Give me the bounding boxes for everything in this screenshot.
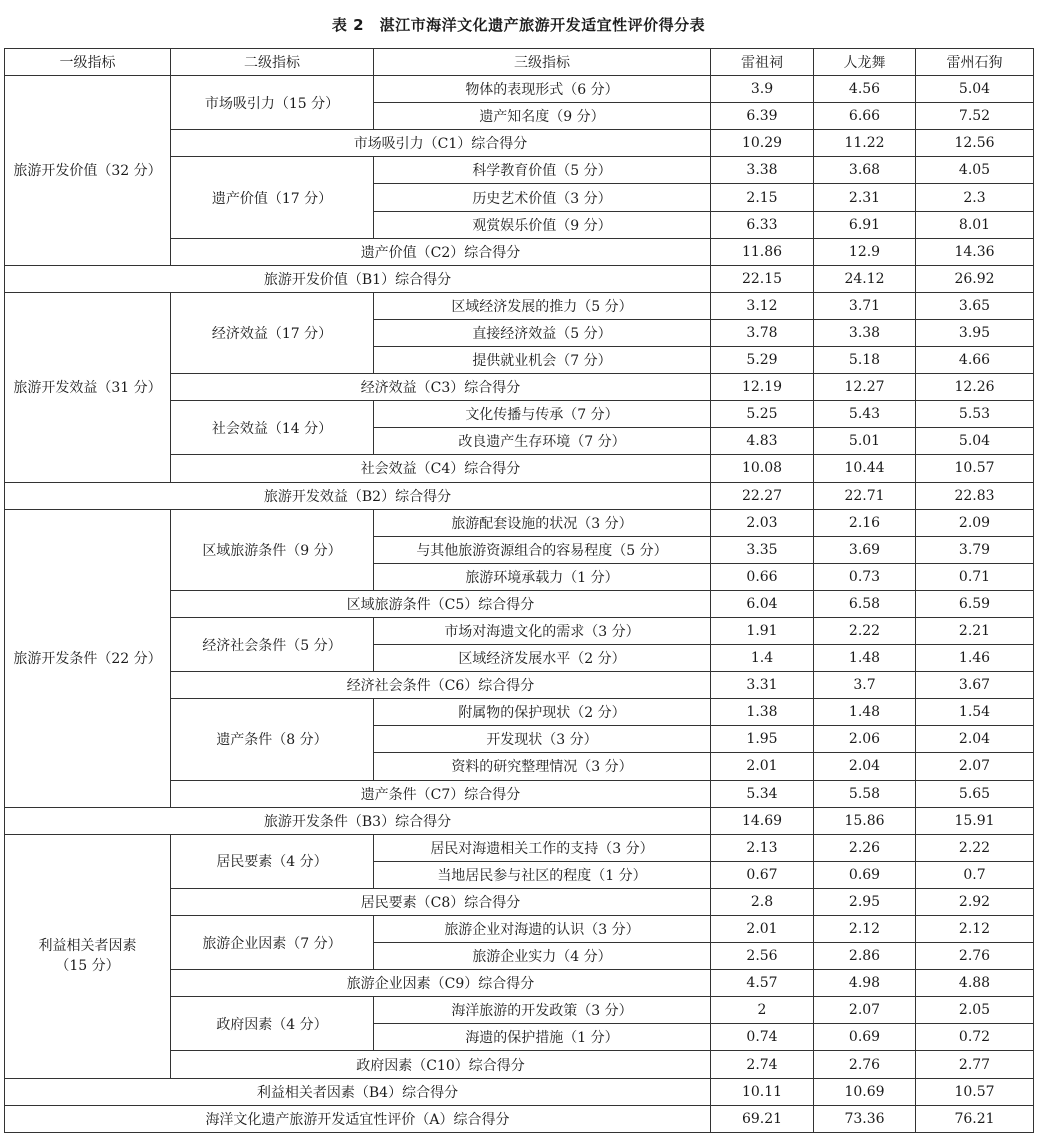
- score-cell: 11.22: [814, 130, 916, 157]
- score-cell: 10.57: [916, 1078, 1034, 1105]
- score-cell: 2.22: [916, 834, 1034, 861]
- score-cell: 76.21: [916, 1105, 1034, 1132]
- subtotal-label: 居民要素（C8）综合得分: [171, 888, 711, 915]
- score-cell: 5.18: [814, 347, 916, 374]
- level1-cell: 旅游开发效益（31 分）: [5, 292, 171, 482]
- subtotal-label: 政府因素（C10）综合得分: [171, 1051, 711, 1078]
- level3-cell: 直接经济效益（5 分）: [374, 319, 711, 346]
- score-cell: 10.29: [711, 130, 814, 157]
- level3-cell: 市场对海遗文化的需求（3 分）: [374, 617, 711, 644]
- score-cell: 2.76: [916, 943, 1034, 970]
- score-cell: 2.03: [711, 509, 814, 536]
- score-cell: 5.58: [814, 780, 916, 807]
- score-cell: 22.83: [916, 482, 1034, 509]
- level1-cell: 旅游开发条件（22 分）: [5, 509, 171, 807]
- grand-total-row: [5, 1105, 1034, 1132]
- score-cell: 8.01: [916, 211, 1034, 238]
- score-cell: 0.74: [711, 1024, 814, 1051]
- table-row: [5, 76, 1034, 103]
- score-cell: 2.56: [711, 943, 814, 970]
- score-cell: 10.44: [814, 455, 916, 482]
- score-cell: 6.04: [711, 590, 814, 617]
- score-cell: 2.07: [916, 753, 1034, 780]
- level2-cell: 经济社会条件（5 分）: [171, 617, 374, 671]
- score-cell: 3.79: [916, 536, 1034, 563]
- score-cell: 22.71: [814, 482, 916, 509]
- level3-cell: 旅游企业实力（4 分）: [374, 943, 711, 970]
- level3-cell: 附属物的保护现状（2 分）: [374, 699, 711, 726]
- score-cell: 24.12: [814, 265, 916, 292]
- level3-cell: 与其他旅游资源组合的容易程度（5 分）: [374, 536, 711, 563]
- score-cell: 2.74: [711, 1051, 814, 1078]
- level2-cell: 遗产条件（8 分）: [171, 699, 374, 780]
- score-cell: 69.21: [711, 1105, 814, 1132]
- subtotal-label: 旅游企业因素（C9）综合得分: [171, 970, 711, 997]
- score-cell: 2.31: [814, 184, 916, 211]
- group-total-label: 旅游开发价值（B1）综合得分: [5, 265, 711, 292]
- level3-cell: 改良遗产生存环境（7 分）: [374, 428, 711, 455]
- level3-cell: 海洋旅游的开发政策（3 分）: [374, 997, 711, 1024]
- score-cell: 2.3: [916, 184, 1034, 211]
- score-cell: 2.01: [711, 916, 814, 943]
- score-cell: 6.66: [814, 103, 916, 130]
- score-cell: 3.38: [814, 319, 916, 346]
- score-cell: 3.65: [916, 292, 1034, 319]
- score-cell: 10.08: [711, 455, 814, 482]
- score-cell: 15.86: [814, 807, 916, 834]
- level1-label-line: （15 分）: [55, 958, 120, 975]
- score-cell: 3.95: [916, 319, 1034, 346]
- score-cell: 6.58: [814, 590, 916, 617]
- score-cell: 10.69: [814, 1078, 916, 1105]
- score-cell: 3.12: [711, 292, 814, 319]
- score-cell: 12.56: [916, 130, 1034, 157]
- table-title: 表 2 湛江市海洋文化遗产旅游开发适宜性评价得分表: [331, 16, 706, 34]
- score-cell: 3.31: [711, 672, 814, 699]
- score-cell: 3.68: [814, 157, 916, 184]
- score-cell: 3.38: [711, 157, 814, 184]
- score-cell: 5.01: [814, 428, 916, 455]
- score-cell: 0.69: [814, 861, 916, 888]
- score-cell: 2.04: [916, 726, 1034, 753]
- score-cell: 5.25: [711, 401, 814, 428]
- score-cell: 5.43: [814, 401, 916, 428]
- score-cell: 6.59: [916, 590, 1034, 617]
- score-cell: 5.53: [916, 401, 1034, 428]
- score-cell: 0.71: [916, 563, 1034, 590]
- score-cell: 2.07: [814, 997, 916, 1024]
- score-cell: 14.36: [916, 238, 1034, 265]
- score-cell: 0.73: [814, 563, 916, 590]
- score-cell: 4.98: [814, 970, 916, 997]
- score-cell: 4.05: [916, 157, 1034, 184]
- score-cell: 1.95: [711, 726, 814, 753]
- score-cell: 4.88: [916, 970, 1034, 997]
- table-row: [5, 834, 1034, 861]
- score-cell: 6.33: [711, 211, 814, 238]
- score-cell: 1.38: [711, 699, 814, 726]
- score-cell: 5.65: [916, 780, 1034, 807]
- score-cell: 2.05: [916, 997, 1034, 1024]
- score-cell: 0.69: [814, 1024, 916, 1051]
- score-cell: 12.27: [814, 374, 916, 401]
- level1-cell: 旅游开发价值（32 分）: [5, 76, 171, 266]
- score-cell: 11.86: [711, 238, 814, 265]
- score-cell: 1.54: [916, 699, 1034, 726]
- score-cell: 1.91: [711, 617, 814, 644]
- score-cell: 1.48: [814, 645, 916, 672]
- level2-cell: 市场吸引力（15 分）: [171, 76, 374, 130]
- level3-cell: 开发现状（3 分）: [374, 726, 711, 753]
- score-cell: 1.46: [916, 645, 1034, 672]
- score-cell: 2.13: [711, 834, 814, 861]
- score-cell: 7.52: [916, 103, 1034, 130]
- score-cell: 14.69: [711, 807, 814, 834]
- score-cell: 4.83: [711, 428, 814, 455]
- score-cell: 12.26: [916, 374, 1034, 401]
- score-cell: 2.12: [814, 916, 916, 943]
- score-cell: 4.57: [711, 970, 814, 997]
- level3-cell: 海遗的保护措施（1 分）: [374, 1024, 711, 1051]
- header-renlongwu: 人龙舞: [814, 49, 916, 76]
- group-total-row: [5, 265, 1034, 292]
- group-total-row: [5, 807, 1034, 834]
- table-row: [5, 292, 1034, 319]
- level3-cell: 旅游配套设施的状况（3 分）: [374, 509, 711, 536]
- score-cell: 4.56: [814, 76, 916, 103]
- score-cell: 26.92: [916, 265, 1034, 292]
- score-cell: 2: [711, 997, 814, 1024]
- score-cell: 2.16: [814, 509, 916, 536]
- subtotal-label: 遗产条件（C7）综合得分: [171, 780, 711, 807]
- score-cell: 2.8: [711, 888, 814, 915]
- level1-label-line: 利益相关者因素: [38, 938, 137, 955]
- subtotal-label: 市场吸引力（C1）综合得分: [171, 130, 711, 157]
- score-cell: 0.66: [711, 563, 814, 590]
- score-cell: 22.27: [711, 482, 814, 509]
- score-cell: 3.78: [711, 319, 814, 346]
- score-cell: 0.7: [916, 861, 1034, 888]
- score-cell: 2.95: [814, 888, 916, 915]
- score-cell: 2.86: [814, 943, 916, 970]
- level3-cell: 居民对海遗相关工作的支持（3 分）: [374, 834, 711, 861]
- score-cell: 0.72: [916, 1024, 1034, 1051]
- score-cell: 0.67: [711, 861, 814, 888]
- level3-cell: 历史艺术价值（3 分）: [374, 184, 711, 211]
- level2-cell: 遗产价值（17 分）: [171, 157, 374, 238]
- level3-cell: 旅游环境承载力（1 分）: [374, 563, 711, 590]
- header-leizhou-shigou: 雷州石狗: [916, 49, 1034, 76]
- score-cell: 15.91: [916, 807, 1034, 834]
- header-level1: 一级指标: [5, 49, 171, 76]
- score-cell: 3.9: [711, 76, 814, 103]
- score-cell: 3.7: [814, 672, 916, 699]
- table-row: [5, 509, 1034, 536]
- subtotal-label: 区域旅游条件（C5）综合得分: [171, 590, 711, 617]
- score-cell: 3.67: [916, 672, 1034, 699]
- group-total-row: [5, 1078, 1034, 1105]
- score-cell: 2.26: [814, 834, 916, 861]
- group-total-row: [5, 482, 1034, 509]
- level2-cell: 旅游企业因素（7 分）: [171, 916, 374, 970]
- group-total-label: 旅游开发效益（B2）综合得分: [5, 482, 711, 509]
- level3-cell: 科学教育价值（5 分）: [374, 157, 711, 184]
- level3-cell: 观赏娱乐价值（9 分）: [374, 211, 711, 238]
- level1-cell: [5, 834, 171, 1078]
- score-cell: 2.12: [916, 916, 1034, 943]
- level3-cell: 当地居民参与社区的程度（1 分）: [374, 861, 711, 888]
- score-cell: 2.04: [814, 753, 916, 780]
- score-cell: 2.15: [711, 184, 814, 211]
- score-cell: 1.48: [814, 699, 916, 726]
- score-cell: 2.92: [916, 888, 1034, 915]
- subtotal-label: 社会效益（C4）综合得分: [171, 455, 711, 482]
- level3-cell: 文化传播与传承（7 分）: [374, 401, 711, 428]
- score-cell: 10.57: [916, 455, 1034, 482]
- group-total-label: 利益相关者因素（B4）综合得分: [5, 1078, 711, 1105]
- level2-cell: 居民要素（4 分）: [171, 834, 374, 888]
- header-row: [5, 49, 1034, 76]
- score-cell: 2.21: [916, 617, 1034, 644]
- level2-cell: 社会效益（14 分）: [171, 401, 374, 455]
- header-level3: 三级指标: [374, 49, 711, 76]
- score-cell: 5.04: [916, 76, 1034, 103]
- table-body: [5, 76, 1034, 1133]
- score-table: [4, 48, 1034, 1133]
- group-total-label: 旅游开发条件（B3）综合得分: [5, 807, 711, 834]
- subtotal-label: 经济效益（C3）综合得分: [171, 374, 711, 401]
- score-cell: 2.76: [814, 1051, 916, 1078]
- score-cell: 3.69: [814, 536, 916, 563]
- score-cell: 2.06: [814, 726, 916, 753]
- score-cell: 2.77: [916, 1051, 1034, 1078]
- score-cell: 2.22: [814, 617, 916, 644]
- score-cell: 1.4: [711, 645, 814, 672]
- header-level2: 二级指标: [171, 49, 374, 76]
- score-cell: 3.71: [814, 292, 916, 319]
- score-cell: 5.34: [711, 780, 814, 807]
- level3-cell: 提供就业机会（7 分）: [374, 347, 711, 374]
- score-cell: 22.15: [711, 265, 814, 292]
- level3-cell: 物体的表现形式（6 分）: [374, 76, 711, 103]
- score-cell: 73.36: [814, 1105, 916, 1132]
- level3-cell: 遗产知名度（9 分）: [374, 103, 711, 130]
- score-cell: 6.39: [711, 103, 814, 130]
- score-cell: 3.35: [711, 536, 814, 563]
- level2-cell: 政府因素（4 分）: [171, 997, 374, 1051]
- score-cell: 4.66: [916, 347, 1034, 374]
- grand-total-label: 海洋文化遗产旅游开发适宜性评价（A）综合得分: [5, 1105, 711, 1132]
- level3-cell: 旅游企业对海遗的认识（3 分）: [374, 916, 711, 943]
- level3-cell: 资料的研究整理情况（3 分）: [374, 753, 711, 780]
- score-cell: 2.01: [711, 753, 814, 780]
- score-cell: 6.91: [814, 211, 916, 238]
- level3-cell: 区域经济发展的推力（5 分）: [374, 292, 711, 319]
- level2-cell: 经济效益（17 分）: [171, 292, 374, 373]
- subtotal-label: 经济社会条件（C6）综合得分: [171, 672, 711, 699]
- score-cell: 5.29: [711, 347, 814, 374]
- header-leizuci: 雷祖祠: [711, 49, 814, 76]
- score-cell: 12.19: [711, 374, 814, 401]
- level2-cell: 区域旅游条件（9 分）: [171, 509, 374, 590]
- score-cell: 10.11: [711, 1078, 814, 1105]
- score-cell: 12.9: [814, 238, 916, 265]
- subtotal-label: 遗产价值（C2）综合得分: [171, 238, 711, 265]
- level3-cell: 区域经济发展水平（2 分）: [374, 645, 711, 672]
- score-cell: 5.04: [916, 428, 1034, 455]
- score-cell: 2.09: [916, 509, 1034, 536]
